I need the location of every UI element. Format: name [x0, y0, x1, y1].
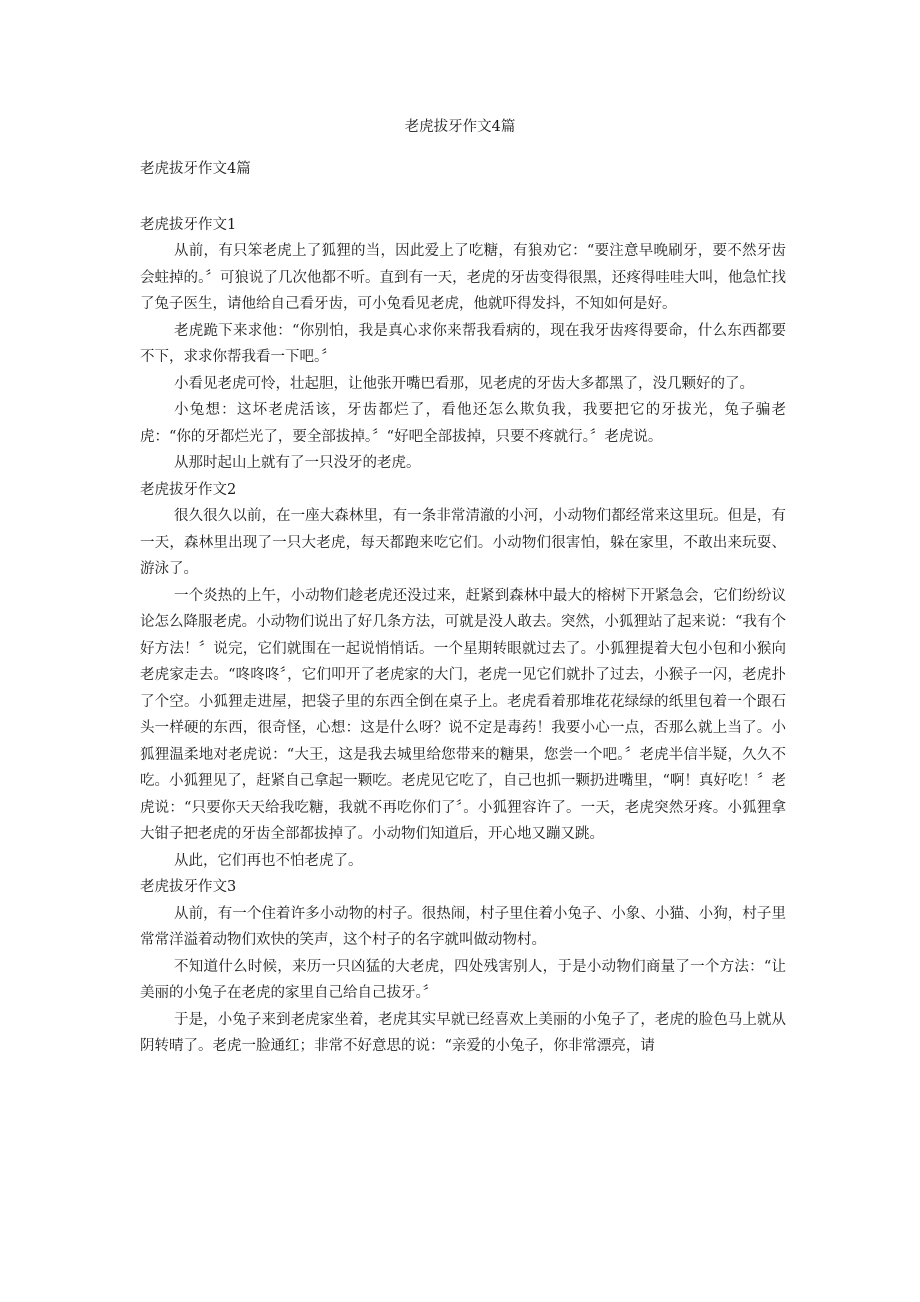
paragraph: 小看见老虎可怜，壮起胆，让他张开嘴巴看那，见老虎的牙齿大多都黑了，没几颗好的了。	[174, 375, 754, 392]
paragraph: 不知道什么时候，来历一只凶猛的大老虎，四处残害别人，于是小动物们商量了一个方法：“让美丽的小兔子在老虎的家里自己给自己拔牙。〞	[140, 958, 786, 1001]
document-title: 老虎拔牙作文4篇	[404, 119, 516, 135]
section-heading: 老虎拔牙作文2	[140, 481, 237, 498]
paragraph: 从前，有一个住着许多小动物的村子。很热闹，村子里住着小兔子、小象、小猫、小狗，村子里常常洋溢着动物们欢快的笑声，这个村子的名字就叫做动物村。	[140, 905, 786, 948]
paragraph: 从此，它们再也不怕老虎了。	[174, 852, 363, 869]
paragraph: 从前，有只笨老虎上了狐狸的当，因此爱上了吃糖，有狼劝它：“要注意早晚刷牙，要不然牙齿会蛀掉的。〞可狼说了几次他都不听。直到有一天，老虎的牙齿变得很黑，还疼得哇哇大叫，他急忙找了兔子医生，请他给自己看牙齿，可小兔看见老虎，他就吓得发抖，不知如何是好。	[140, 243, 786, 312]
document-subtitle: 老虎拔牙作文4篇	[140, 161, 251, 177]
paragraph: 很久很久以前，在一座大森林里，有一条非常清澈的小河，小动物们都经常来这里玩。但是，有一天，森林里出现了一只大老虎，每天都跑来吃它们。小动物们很害怕，躲在家里，不敢出来玩耍、游泳了。	[140, 508, 786, 577]
document-body	[140, 156, 786, 1060]
spacer	[140, 183, 786, 212]
paragraph: 于是，小兔子来到老虎家坐着，老虎其实早就已经喜欢上美丽的小兔子了，老虎的脸色马上就从阴转晴了。老虎一脸通红；非常不好意思的说：“亲爱的小兔子，你非常漂亮，请	[140, 1011, 786, 1054]
paragraph: 老虎跪下来求他：“你别怕，我是真心求你来帮我看病的，现在我牙齿疼得要命，什么东西都要不下，求求你帮我看一下吧。〞	[140, 322, 786, 365]
section-heading: 老虎拔牙作文3	[140, 879, 237, 895]
paragraph: 一个炎热的上午，小动物们趁老虎还没过来，赶紧到森林中最大的榕树下开紧急会，它们纷纷议论怎么降服老虎。小动物们说出了好几条方法，可就是没人敢去。突然，小狐狸站了起来说：“我有个好方法！〞说完，它们就围在一起说悄悄话。一个星期转眼就过去了。小狐狸提着大包小包和小猴向老虎家走去。“咚咚咚〞，它们叩开了老虎家的大门，老虎一见它们就扑了过去，小猴子一闪，老虎扑了个空。小狐狸走进屋，把袋子里的东西全倒在桌子上。老虎看着那堆花花绿绿的纸里包着一个跟石头一样硬的东西，很奇怪，心想：这是什么呀？说不定是毒药！我要小心一点，否那么就上当了。小狐狸温柔地对老虎说：“大王，这是我去城里给您带来的糖果，您尝一个吧。〞老虎半信半疑，久久不吃。小狐狸见了，赶紧自己拿起一颗吃。老虎见它吃了，自己也抓一颗扔进嘴里，“啊！真好吃！〞老虎说：“只要你天天给我吃糖，我就不再吃你们了〞。小狐狸容许了。一天，老虎突然牙疼。小狐狸拿大钳子把老虎的牙齿全部都拔掉了。小动物们知道后，开心地又蹦又跳。	[140, 587, 786, 842]
section-heading: 老虎拔牙作文1	[140, 216, 237, 233]
paragraph: 小兔想：这坏老虎活该，牙齿都烂了，看他还怎么欺负我，我要把它的牙拔光，兔子骗老虎：“你的牙都烂光了，要全部拔掉。〞“好吧全部拔掉，只要不疼就行。〞老虎说。	[140, 402, 786, 445]
paragraph: 从那时起山上就有了一只没牙的老虎。	[174, 455, 421, 471]
